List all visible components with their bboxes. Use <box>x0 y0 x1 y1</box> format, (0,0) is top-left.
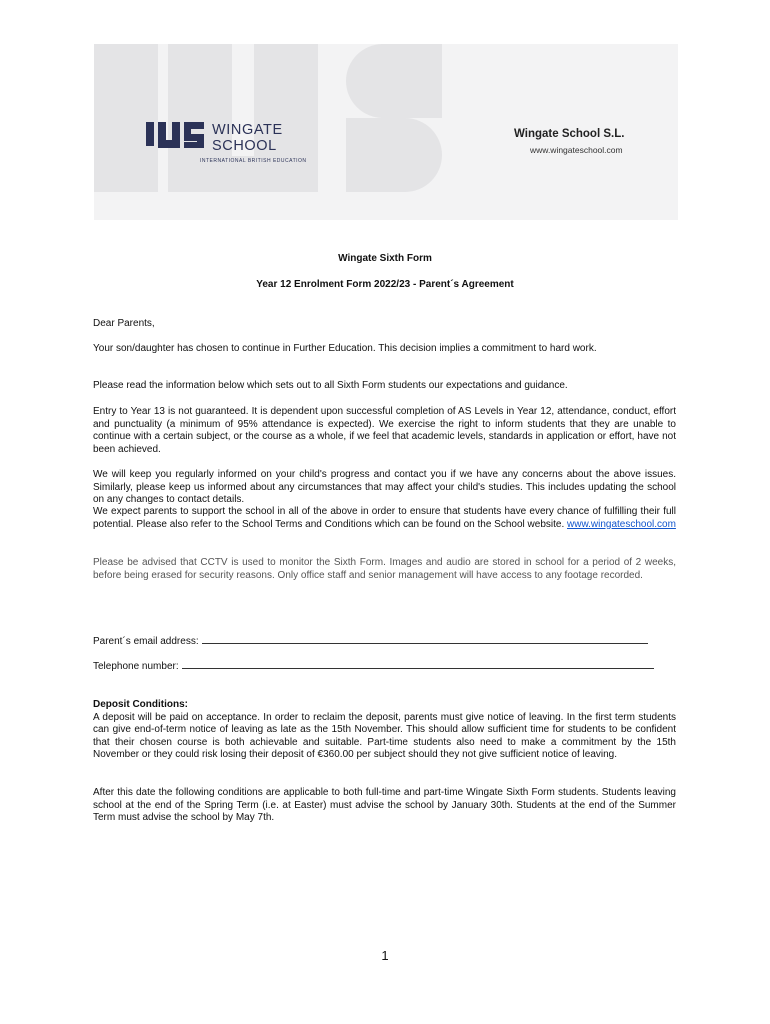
logo-line-1: WINGATE <box>212 122 283 138</box>
wingate-logo-icon <box>146 122 206 156</box>
paragraph-progress: We will keep you regularly informed on your child's progress and contact you if we have any concerns about the above issues. Similarly, please keep us informed about any circumstances that may affect your child's studies. This includes updating the school on any changes to contact details. <box>93 469 676 506</box>
email-field <box>93 634 648 647</box>
company-website: www.wingateschool.com <box>530 145 623 155</box>
watermark-shape <box>94 44 158 192</box>
paragraph-entry-year13: Entry to Year 13 is not guaranteed. It is dependent upon successful completion of AS Levels in Year 12, attendance, conduct, effort and punctuality (a minimum of 95% attendance is expected). We exercise the right to inform students that they are unable to continue with a certain subject, or the course as a whole, if we feel that academic levels, standards in application or effort, have not been achieved. <box>93 406 676 455</box>
phone-label: Telephone number: <box>93 661 179 672</box>
page-number: 1 <box>381 948 389 963</box>
paragraph-after-date: After this date the following conditions are applicable to both full-time and part-time Wingate Sixth Form students. Students leaving school at the end of the Spring Term (i.e. at Easter) must advise the school by January 30th. Students at the end of the Summer Term must advise the school by May 7th. <box>93 787 676 824</box>
email-input-line[interactable] <box>202 634 648 644</box>
phone-input-line[interactable] <box>182 659 654 669</box>
school-logo <box>146 122 386 168</box>
header-banner <box>94 44 678 220</box>
deposit-heading: Deposit Conditions: <box>93 699 188 710</box>
school-website-link[interactable]: www.wingateschool.com <box>567 518 676 530</box>
logo-wordmark <box>212 122 283 154</box>
phone-field <box>93 659 654 672</box>
paragraph-guidance: Please read the information below which sets out to all Sixth Form students our expectations and guidance. <box>93 380 568 391</box>
paragraph-parent-support <box>93 506 676 531</box>
deposit-text: A deposit will be paid on acceptance. In order to reclaim the deposit, parents must give notice of leaving. In the first term students can give end-of-term notice of leaving as late as the 15th November. This should allow sufficient time for students to be confident that their chosen course is both achievable and suitable. Part-time students also need to make a commitment by the 15th November or they could risk losing their deposit of €360.00 per subject should they not give sufficient notice of leaving. <box>93 711 676 761</box>
paragraph-cctv: Please be advised that CCTV is used to monitor the Sixth Form. Images and audio are stored in school for a period of 2 weeks, before being erased for security reasons. Only office staff and senior management will have access to any footage recorded. <box>93 557 676 581</box>
logo-subtitle: INTERNATIONAL BRITISH EDUCATION <box>200 158 307 164</box>
document-title: Wingate Sixth Form <box>338 253 432 264</box>
watermark-shape <box>346 44 442 118</box>
parent-support-text: We expect parents to support the school in all of the above in order to ensure that students have every chance of fulfilling their full potential. Please also refer to the School Terms and Conditions which can be found on the School website. <box>93 506 676 530</box>
greeting: Dear Parents, <box>93 318 155 329</box>
deposit-section <box>93 699 676 762</box>
company-name: Wingate School S.L. <box>514 128 625 140</box>
document-subtitle: Year 12 Enrolment Form 2022/23 - Parent´s Agreement <box>256 279 514 290</box>
email-label: Parent´s email address: <box>93 636 199 647</box>
logo-line-2: SCHOOL <box>212 138 277 154</box>
paragraph-commitment: Your son/daughter has chosen to continue in Further Education. This decision implies a commitment to hard work. <box>93 343 597 354</box>
watermark-shape <box>254 44 318 192</box>
